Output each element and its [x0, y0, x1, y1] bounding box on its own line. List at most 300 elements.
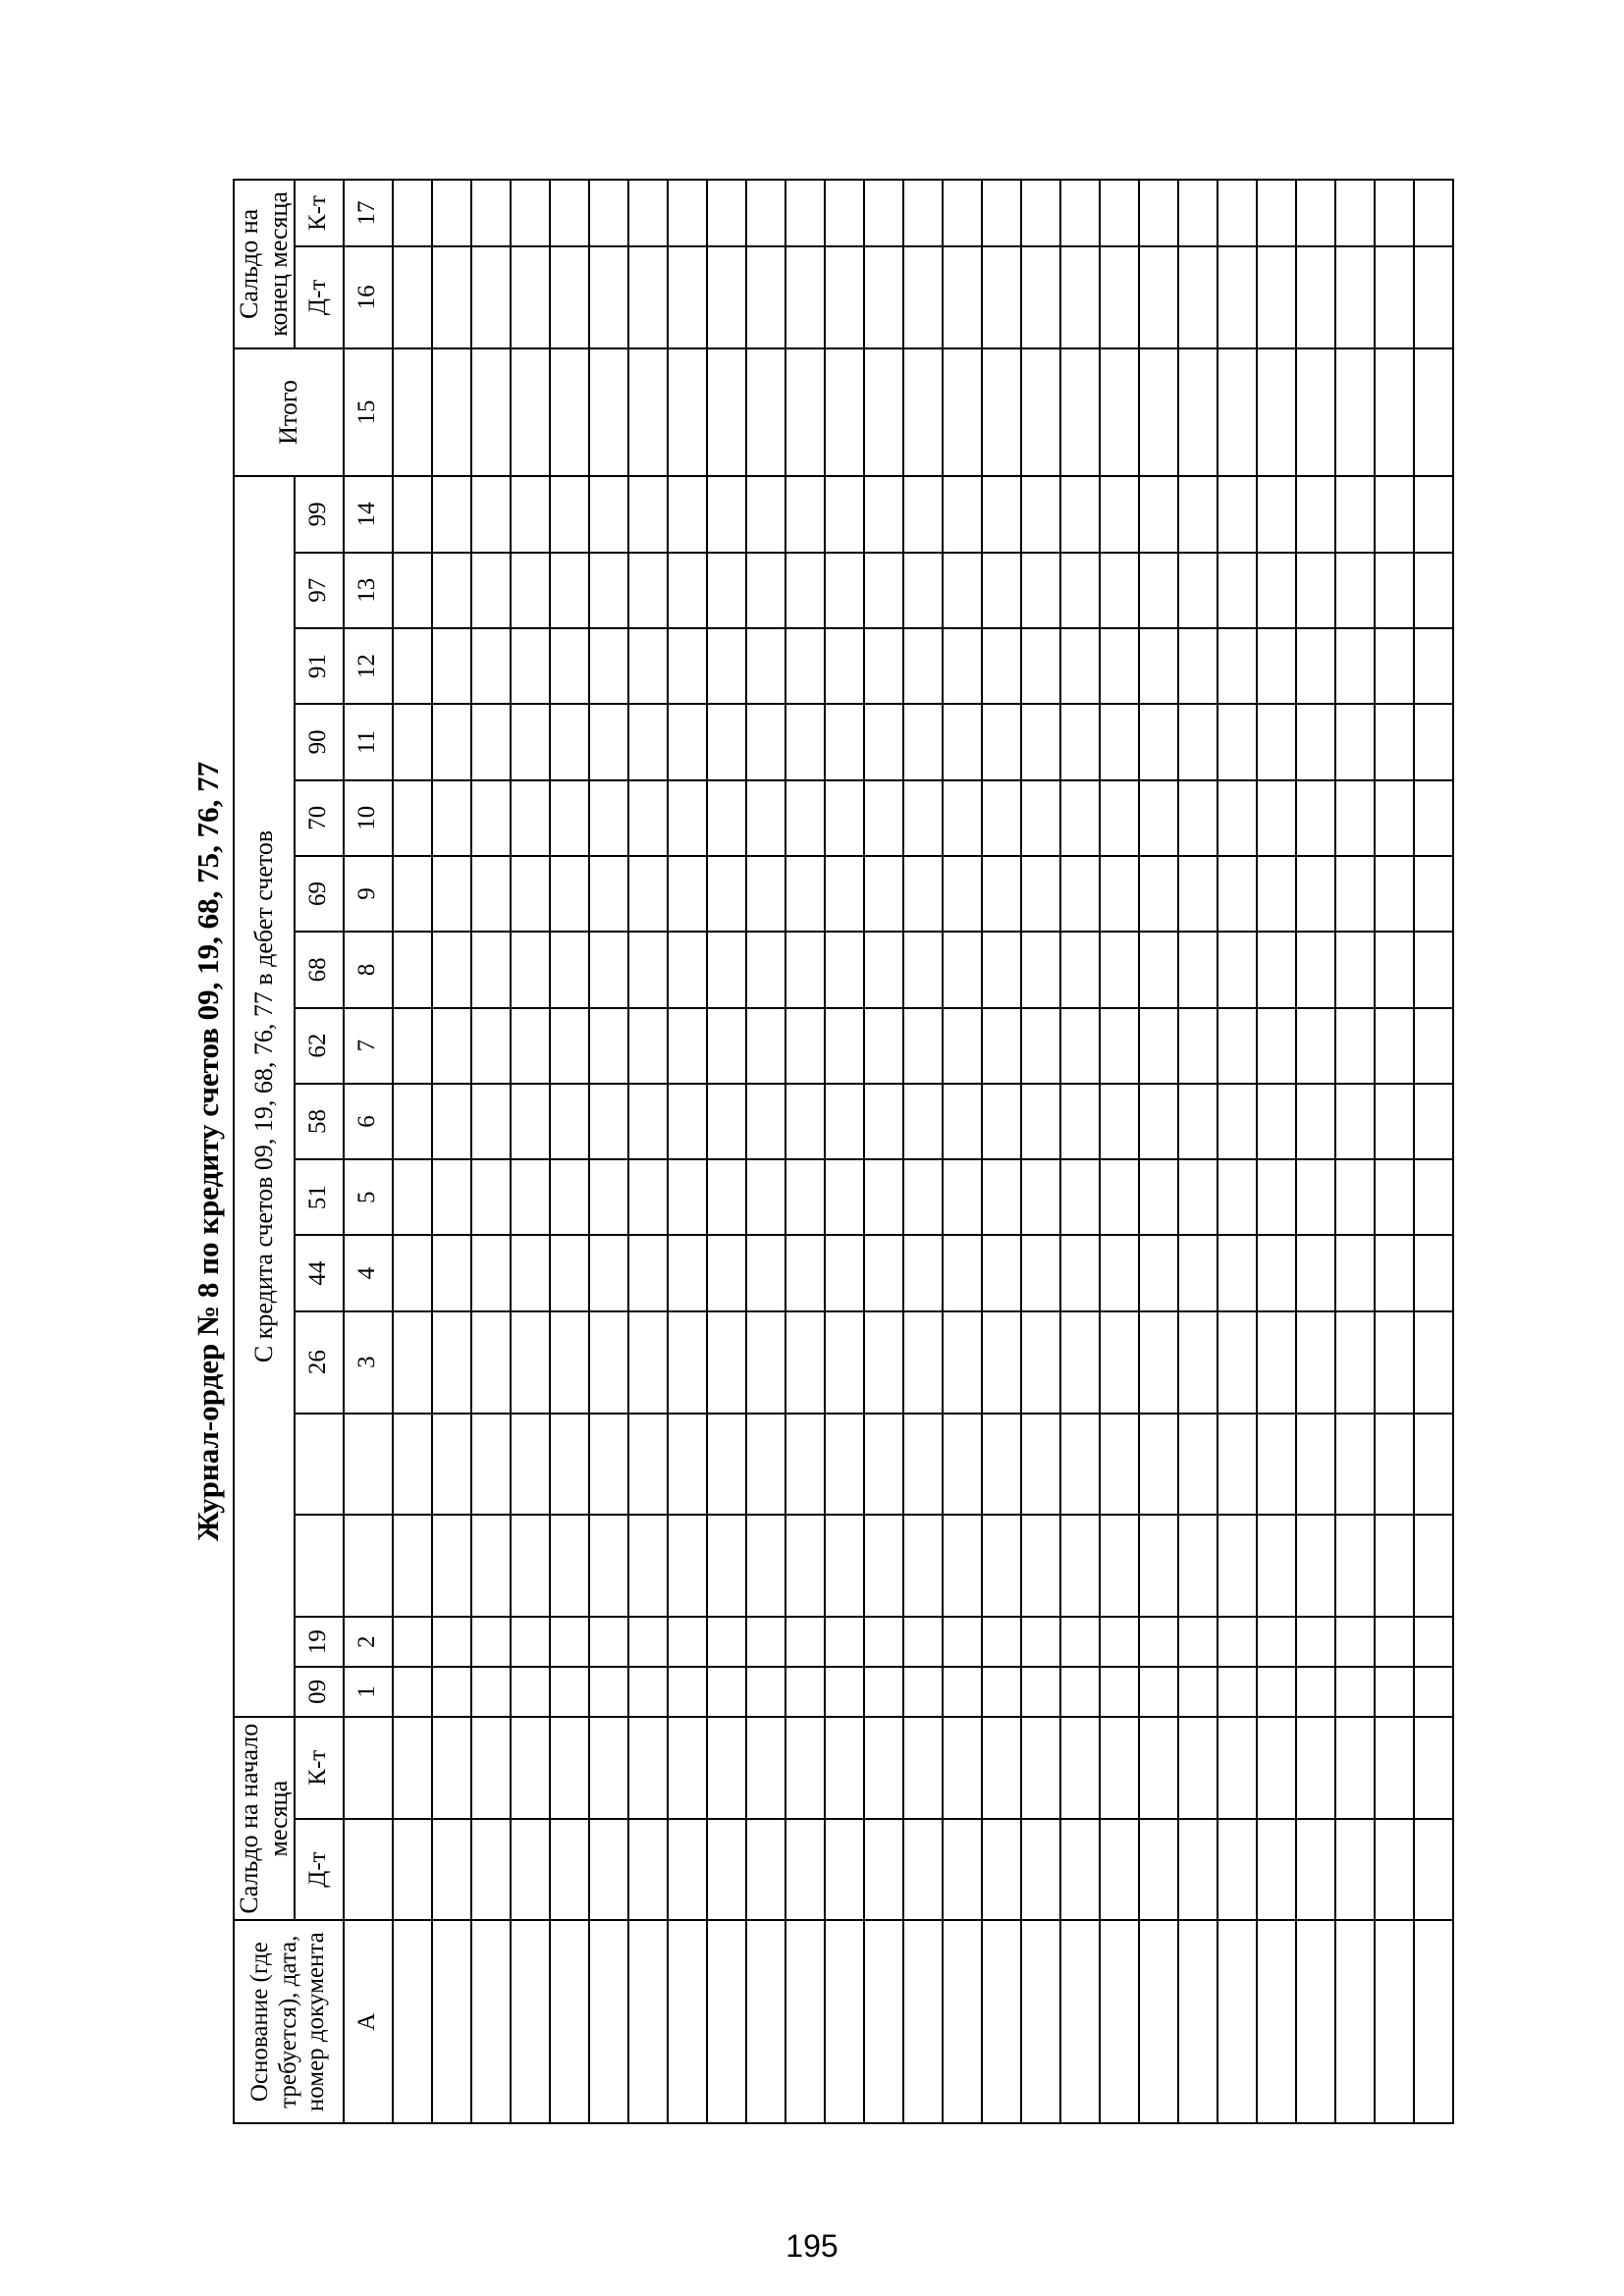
table-cell[interactable]	[393, 553, 432, 628]
table-cell[interactable]	[1218, 932, 1257, 1007]
table-cell[interactable]	[1100, 1008, 1139, 1084]
table-cell[interactable]	[1257, 476, 1296, 553]
table-cell[interactable]	[511, 932, 550, 1007]
table-cell[interactable]	[1060, 1717, 1100, 1819]
table-cell[interactable]	[1139, 628, 1178, 704]
table-cell[interactable]	[1218, 1311, 1257, 1414]
table-cell[interactable]	[432, 246, 471, 348]
table-cell[interactable]	[982, 1920, 1021, 2123]
table-cell[interactable]	[1139, 1667, 1178, 1717]
table-cell[interactable]	[1218, 1617, 1257, 1667]
table-cell[interactable]	[1021, 246, 1060, 348]
table-cell[interactable]	[668, 348, 707, 476]
table-cell[interactable]	[668, 1159, 707, 1235]
table-cell[interactable]	[1021, 1819, 1060, 1921]
table-cell[interactable]	[432, 1515, 471, 1617]
table-cell[interactable]	[1257, 1617, 1296, 1667]
table-cell[interactable]	[1375, 348, 1414, 476]
table-cell[interactable]	[746, 1311, 785, 1414]
table-cell[interactable]	[943, 246, 982, 348]
table-cell[interactable]	[628, 1515, 668, 1617]
table-cell[interactable]	[628, 1311, 668, 1414]
table-cell[interactable]	[1375, 1311, 1414, 1414]
table-cell[interactable]	[511, 1311, 550, 1414]
table-cell[interactable]	[471, 1008, 511, 1084]
table-cell[interactable]	[785, 1311, 825, 1414]
table-cell[interactable]	[1100, 704, 1139, 779]
table-cell[interactable]	[982, 1414, 1021, 1516]
table-cell[interactable]	[432, 1617, 471, 1667]
table-cell[interactable]	[1178, 1414, 1218, 1516]
table-cell[interactable]	[1414, 628, 1453, 704]
table-cell[interactable]	[1021, 1008, 1060, 1084]
table-cell[interactable]	[1375, 1819, 1414, 1921]
table-cell[interactable]	[589, 1819, 628, 1921]
table-cell[interactable]	[903, 180, 943, 246]
table-cell[interactable]	[1375, 180, 1414, 246]
table-cell[interactable]	[746, 246, 785, 348]
table-cell[interactable]	[1100, 1414, 1139, 1516]
table-cell[interactable]	[589, 1414, 628, 1516]
table-cell[interactable]	[864, 1311, 903, 1414]
table-cell[interactable]	[1257, 1515, 1296, 1617]
table-cell[interactable]	[1375, 1717, 1414, 1819]
table-cell[interactable]	[1021, 932, 1060, 1007]
table-cell[interactable]	[628, 704, 668, 779]
table-cell[interactable]	[785, 1819, 825, 1921]
table-cell[interactable]	[1139, 704, 1178, 779]
table-cell[interactable]	[393, 1515, 432, 1617]
table-cell[interactable]	[785, 932, 825, 1007]
table-cell[interactable]	[943, 1717, 982, 1819]
table-cell[interactable]	[785, 856, 825, 932]
table-cell[interactable]	[511, 1515, 550, 1617]
table-cell[interactable]	[1178, 1235, 1218, 1310]
table-cell[interactable]	[1139, 1084, 1178, 1159]
table-cell[interactable]	[1178, 1819, 1218, 1921]
table-cell[interactable]	[746, 780, 785, 856]
table-cell[interactable]	[746, 1008, 785, 1084]
table-cell[interactable]	[1178, 856, 1218, 932]
table-cell[interactable]	[864, 1819, 903, 1921]
table-cell[interactable]	[1100, 1084, 1139, 1159]
table-cell[interactable]	[1218, 628, 1257, 704]
table-cell[interactable]	[1257, 704, 1296, 779]
table-cell[interactable]	[393, 1617, 432, 1667]
table-cell[interactable]	[511, 348, 550, 476]
table-cell[interactable]	[1414, 553, 1453, 628]
table-cell[interactable]	[746, 1235, 785, 1310]
table-cell[interactable]	[903, 1617, 943, 1667]
table-cell[interactable]	[746, 348, 785, 476]
table-cell[interactable]	[1257, 1667, 1296, 1717]
table-cell[interactable]	[825, 704, 864, 779]
table-cell[interactable]	[589, 1008, 628, 1084]
table-cell[interactable]	[785, 1617, 825, 1667]
table-cell[interactable]	[471, 780, 511, 856]
table-cell[interactable]	[943, 1084, 982, 1159]
table-cell[interactable]	[1060, 1667, 1100, 1717]
table-cell[interactable]	[511, 1084, 550, 1159]
table-cell[interactable]	[1257, 348, 1296, 476]
table-cell[interactable]	[668, 180, 707, 246]
table-cell[interactable]	[1139, 553, 1178, 628]
table-cell[interactable]	[589, 476, 628, 553]
table-cell[interactable]	[943, 932, 982, 1007]
table-cell[interactable]	[785, 780, 825, 856]
table-cell[interactable]	[1375, 1235, 1414, 1310]
table-cell[interactable]	[1414, 1515, 1453, 1617]
table-cell[interactable]	[707, 1414, 746, 1516]
table-cell[interactable]	[628, 1819, 668, 1921]
table-cell[interactable]	[1178, 704, 1218, 779]
table-cell[interactable]	[1060, 1819, 1100, 1921]
table-cell[interactable]	[393, 780, 432, 856]
table-cell[interactable]	[1218, 1667, 1257, 1717]
table-cell[interactable]	[511, 1617, 550, 1667]
table-cell[interactable]	[511, 856, 550, 932]
table-cell[interactable]	[982, 628, 1021, 704]
table-cell[interactable]	[825, 1920, 864, 2123]
table-cell[interactable]	[628, 348, 668, 476]
table-cell[interactable]	[864, 476, 903, 553]
table-cell[interactable]	[943, 1414, 982, 1516]
table-cell[interactable]	[943, 704, 982, 779]
table-cell[interactable]	[628, 1920, 668, 2123]
table-cell[interactable]	[1414, 1159, 1453, 1235]
table-cell[interactable]	[511, 704, 550, 779]
table-cell[interactable]	[825, 1515, 864, 1617]
table-cell[interactable]	[825, 856, 864, 932]
table-cell[interactable]	[432, 1667, 471, 1717]
table-cell[interactable]	[1139, 932, 1178, 1007]
table-cell[interactable]	[668, 628, 707, 704]
table-cell[interactable]	[943, 1159, 982, 1235]
table-cell[interactable]	[1060, 1159, 1100, 1235]
table-cell[interactable]	[903, 1008, 943, 1084]
table-cell[interactable]	[1139, 246, 1178, 348]
table-cell[interactable]	[471, 476, 511, 553]
table-cell[interactable]	[943, 553, 982, 628]
table-cell[interactable]	[825, 348, 864, 476]
table-cell[interactable]	[903, 1311, 943, 1414]
table-cell[interactable]	[1100, 180, 1139, 246]
table-cell[interactable]	[1257, 1235, 1296, 1310]
table-cell[interactable]	[1021, 856, 1060, 932]
table-cell[interactable]	[707, 1920, 746, 2123]
table-cell[interactable]	[511, 476, 550, 553]
table-cell[interactable]	[1060, 780, 1100, 856]
table-cell[interactable]	[1178, 1717, 1218, 1819]
table-cell[interactable]	[1335, 180, 1375, 246]
table-cell[interactable]	[1021, 180, 1060, 246]
table-cell[interactable]	[628, 1667, 668, 1717]
table-cell[interactable]	[550, 1414, 589, 1516]
table-cell[interactable]	[707, 246, 746, 348]
table-cell[interactable]	[1375, 1008, 1414, 1084]
table-cell[interactable]	[864, 180, 903, 246]
table-cell[interactable]	[746, 1717, 785, 1819]
table-cell[interactable]	[1414, 246, 1453, 348]
table-cell[interactable]	[1335, 932, 1375, 1007]
table-cell[interactable]	[746, 1084, 785, 1159]
table-cell[interactable]	[982, 180, 1021, 246]
table-cell[interactable]	[1178, 1084, 1218, 1159]
table-cell[interactable]	[1296, 1667, 1335, 1717]
table-cell[interactable]	[707, 1667, 746, 1717]
table-cell[interactable]	[1296, 1159, 1335, 1235]
table-cell[interactable]	[1257, 628, 1296, 704]
table-cell[interactable]	[1375, 1667, 1414, 1717]
table-cell[interactable]	[982, 1617, 1021, 1667]
table-cell[interactable]	[1218, 856, 1257, 932]
table-cell[interactable]	[707, 180, 746, 246]
table-cell[interactable]	[589, 180, 628, 246]
table-cell[interactable]	[982, 348, 1021, 476]
table-cell[interactable]	[1335, 628, 1375, 704]
table-cell[interactable]	[1414, 1819, 1453, 1921]
table-cell[interactable]	[1139, 1414, 1178, 1516]
table-cell[interactable]	[393, 932, 432, 1007]
table-cell[interactable]	[550, 553, 589, 628]
table-cell[interactable]	[903, 348, 943, 476]
table-cell[interactable]	[864, 1008, 903, 1084]
table-cell[interactable]	[1139, 856, 1178, 932]
table-cell[interactable]	[589, 1235, 628, 1310]
table-cell[interactable]	[628, 553, 668, 628]
table-cell[interactable]	[1296, 780, 1335, 856]
table-cell[interactable]	[1335, 856, 1375, 932]
table-cell[interactable]	[1218, 553, 1257, 628]
table-cell[interactable]	[1335, 246, 1375, 348]
table-cell[interactable]	[1100, 1819, 1139, 1921]
table-cell[interactable]	[1139, 1515, 1178, 1617]
table-cell[interactable]	[668, 1515, 707, 1617]
table-cell[interactable]	[943, 1819, 982, 1921]
table-cell[interactable]	[903, 1819, 943, 1921]
table-cell[interactable]	[1257, 1819, 1296, 1921]
table-cell[interactable]	[1178, 348, 1218, 476]
table-cell[interactable]	[668, 476, 707, 553]
table-cell[interactable]	[1414, 348, 1453, 476]
table-cell[interactable]	[589, 1311, 628, 1414]
table-cell[interactable]	[550, 856, 589, 932]
table-cell[interactable]	[589, 856, 628, 932]
table-cell[interactable]	[903, 780, 943, 856]
table-cell[interactable]	[589, 780, 628, 856]
table-cell[interactable]	[1060, 476, 1100, 553]
table-cell[interactable]	[825, 932, 864, 1007]
table-cell[interactable]	[471, 1311, 511, 1414]
table-cell[interactable]	[668, 932, 707, 1007]
table-cell[interactable]	[1296, 704, 1335, 779]
table-cell[interactable]	[393, 476, 432, 553]
table-cell[interactable]	[785, 1667, 825, 1717]
table-cell[interactable]	[1178, 246, 1218, 348]
table-cell[interactable]	[589, 1667, 628, 1717]
table-cell[interactable]	[864, 1414, 903, 1516]
table-cell[interactable]	[746, 1515, 785, 1617]
table-cell[interactable]	[707, 704, 746, 779]
table-cell[interactable]	[1100, 1235, 1139, 1310]
table-cell[interactable]	[393, 1311, 432, 1414]
table-cell[interactable]	[1100, 348, 1139, 476]
table-cell[interactable]	[864, 1084, 903, 1159]
table-cell[interactable]	[1335, 348, 1375, 476]
table-cell[interactable]	[1060, 246, 1100, 348]
table-cell[interactable]	[1375, 1920, 1414, 2123]
table-cell[interactable]	[903, 932, 943, 1007]
table-cell[interactable]	[1335, 1159, 1375, 1235]
table-cell[interactable]	[1100, 856, 1139, 932]
table-cell[interactable]	[864, 628, 903, 704]
table-cell[interactable]	[943, 1311, 982, 1414]
table-cell[interactable]	[1100, 476, 1139, 553]
table-cell[interactable]	[1257, 932, 1296, 1007]
table-cell[interactable]	[903, 628, 943, 704]
table-cell[interactable]	[707, 1717, 746, 1819]
table-cell[interactable]	[1257, 1084, 1296, 1159]
table-cell[interactable]	[1375, 1414, 1414, 1516]
table-cell[interactable]	[1335, 1084, 1375, 1159]
table-cell[interactable]	[1296, 246, 1335, 348]
table-cell[interactable]	[1296, 1414, 1335, 1516]
table-cell[interactable]	[471, 628, 511, 704]
table-cell[interactable]	[550, 1084, 589, 1159]
table-cell[interactable]	[825, 1159, 864, 1235]
table-cell[interactable]	[1060, 1235, 1100, 1310]
table-cell[interactable]	[1218, 1235, 1257, 1310]
table-cell[interactable]	[1375, 780, 1414, 856]
table-cell[interactable]	[393, 1159, 432, 1235]
table-cell[interactable]	[825, 780, 864, 856]
table-cell[interactable]	[1335, 704, 1375, 779]
table-cell[interactable]	[1060, 704, 1100, 779]
table-cell[interactable]	[982, 932, 1021, 1007]
table-cell[interactable]	[746, 932, 785, 1007]
table-cell[interactable]	[628, 1617, 668, 1667]
table-cell[interactable]	[628, 1159, 668, 1235]
table-cell[interactable]	[864, 1515, 903, 1617]
table-cell[interactable]	[943, 628, 982, 704]
table-cell[interactable]	[393, 1008, 432, 1084]
table-cell[interactable]	[1335, 1008, 1375, 1084]
table-cell[interactable]	[1218, 180, 1257, 246]
table-cell[interactable]	[1060, 1311, 1100, 1414]
table-cell[interactable]	[864, 932, 903, 1007]
table-cell[interactable]	[864, 856, 903, 932]
table-cell[interactable]	[746, 1159, 785, 1235]
table-cell[interactable]	[589, 704, 628, 779]
table-cell[interactable]	[903, 246, 943, 348]
table-cell[interactable]	[668, 1311, 707, 1414]
table-cell[interactable]	[1178, 1311, 1218, 1414]
table-cell[interactable]	[1218, 1159, 1257, 1235]
table-cell[interactable]	[825, 1717, 864, 1819]
table-cell[interactable]	[1060, 1515, 1100, 1617]
table-cell[interactable]	[1100, 1311, 1139, 1414]
table-cell[interactable]	[785, 704, 825, 779]
table-cell[interactable]	[550, 246, 589, 348]
table-cell[interactable]	[668, 1667, 707, 1717]
table-cell[interactable]	[785, 1920, 825, 2123]
table-cell[interactable]	[785, 180, 825, 246]
table-cell[interactable]	[1335, 1819, 1375, 1921]
table-cell[interactable]	[550, 1667, 589, 1717]
table-cell[interactable]	[1218, 1414, 1257, 1516]
table-cell[interactable]	[1178, 1159, 1218, 1235]
table-cell[interactable]	[1335, 1717, 1375, 1819]
table-cell[interactable]	[628, 246, 668, 348]
table-cell[interactable]	[432, 1159, 471, 1235]
table-cell[interactable]	[1139, 1920, 1178, 2123]
table-cell[interactable]	[668, 1084, 707, 1159]
table-cell[interactable]	[432, 1084, 471, 1159]
table-cell[interactable]	[550, 348, 589, 476]
table-cell[interactable]	[903, 553, 943, 628]
table-cell[interactable]	[1335, 1235, 1375, 1310]
table-cell[interactable]	[1335, 1311, 1375, 1414]
table-cell[interactable]	[903, 1084, 943, 1159]
table-cell[interactable]	[432, 476, 471, 553]
table-cell[interactable]	[1100, 1717, 1139, 1819]
table-cell[interactable]	[1021, 553, 1060, 628]
table-cell[interactable]	[903, 1159, 943, 1235]
table-cell[interactable]	[982, 1159, 1021, 1235]
table-cell[interactable]	[785, 1717, 825, 1819]
table-cell[interactable]	[1296, 1008, 1335, 1084]
table-cell[interactable]	[1021, 1084, 1060, 1159]
table-cell[interactable]	[707, 780, 746, 856]
table-cell[interactable]	[471, 704, 511, 779]
table-cell[interactable]	[1218, 1717, 1257, 1819]
table-cell[interactable]	[1257, 1311, 1296, 1414]
table-cell[interactable]	[1021, 1515, 1060, 1617]
table-cell[interactable]	[785, 1159, 825, 1235]
table-cell[interactable]	[1218, 476, 1257, 553]
table-cell[interactable]	[511, 780, 550, 856]
table-cell[interactable]	[1218, 1008, 1257, 1084]
table-cell[interactable]	[471, 1159, 511, 1235]
table-cell[interactable]	[628, 1008, 668, 1084]
table-cell[interactable]	[628, 856, 668, 932]
table-cell[interactable]	[1139, 780, 1178, 856]
table-cell[interactable]	[1100, 1667, 1139, 1717]
table-cell[interactable]	[1414, 1617, 1453, 1667]
table-cell[interactable]	[1060, 932, 1100, 1007]
table-cell[interactable]	[628, 1235, 668, 1310]
table-cell[interactable]	[1218, 704, 1257, 779]
table-cell[interactable]	[707, 1084, 746, 1159]
table-cell[interactable]	[589, 246, 628, 348]
table-cell[interactable]	[432, 348, 471, 476]
table-cell[interactable]	[746, 1667, 785, 1717]
table-cell[interactable]	[628, 1717, 668, 1819]
table-cell[interactable]	[1335, 1667, 1375, 1717]
table-cell[interactable]	[1021, 780, 1060, 856]
table-cell[interactable]	[1139, 1819, 1178, 1921]
table-cell[interactable]	[1060, 1008, 1100, 1084]
table-cell[interactable]	[1139, 1717, 1178, 1819]
table-cell[interactable]	[1060, 553, 1100, 628]
table-cell[interactable]	[982, 1084, 1021, 1159]
table-cell[interactable]	[668, 1819, 707, 1921]
table-cell[interactable]	[393, 1235, 432, 1310]
table-cell[interactable]	[1335, 1920, 1375, 2123]
table-cell[interactable]	[1100, 628, 1139, 704]
table-cell[interactable]	[982, 476, 1021, 553]
table-cell[interactable]	[1375, 553, 1414, 628]
